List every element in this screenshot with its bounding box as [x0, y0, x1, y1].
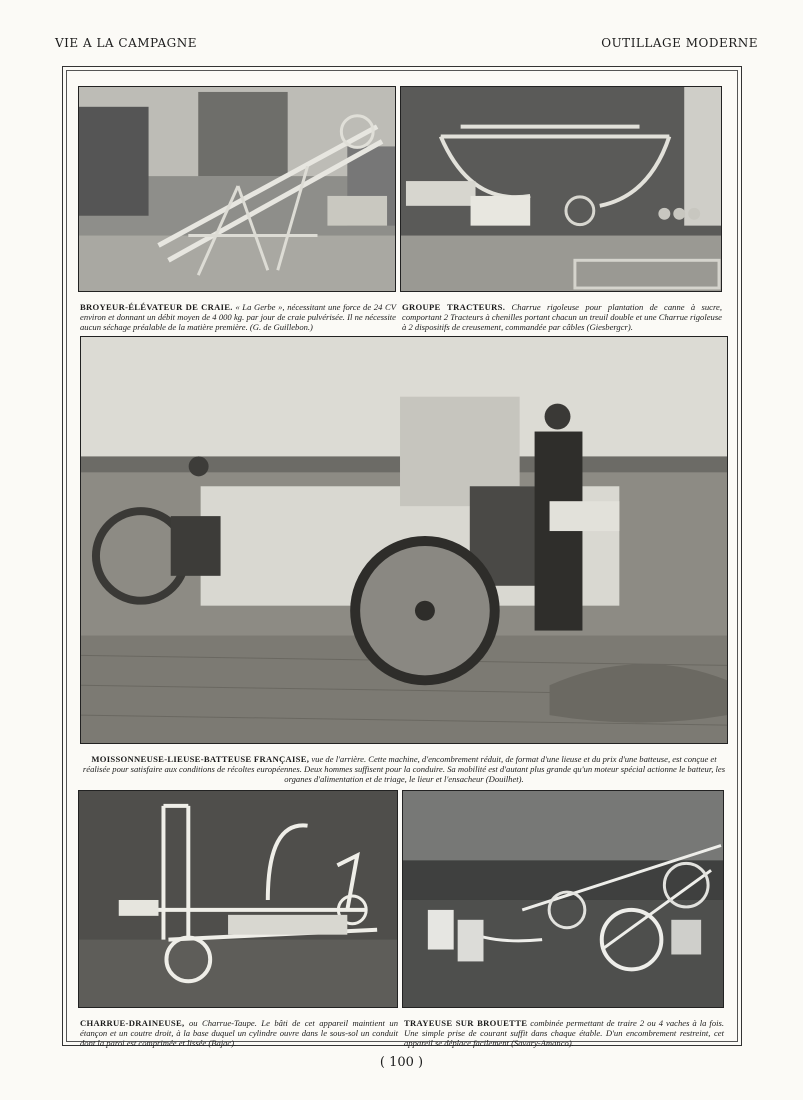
- caption-harvester: MOISSONNEUSE-LIEUSE-BATTEUSE FRANÇAISE, vue de l'arrière. Cette machine, d'encombrement réduit, de format d'une lieuse et du prix d'une batteuse, est conçue et réalisée pour satisfaire aux conditions de récoltes européennes. Deux hommes suffisent pour la conduire. Sa mobilité est d'autant plus grande qu'un moteur spécial actionne le batteur, les organes d'alimentation et de triage, le lieur et l'ensacheur (Douilhet).: [82, 754, 726, 784]
- photo-milking-barrow: [402, 790, 724, 1008]
- running-head-right: OUTILLAGE MODERNE: [601, 36, 758, 50]
- caption-drainage-plough: CHARRUE-DRAINEUSE, ou Charrue-Taupe. Le bâti de cet appareil maintient un étançon et un coutre droit, à la base duquel un cylindre ouvre dans le sous-sol un conduit dont la paroi est comprimée et lissée (Bajac).: [80, 1018, 398, 1048]
- page-number: ( 100 ): [379, 1055, 424, 1070]
- photo-tractor-group: [400, 86, 722, 292]
- photo-harvester: [80, 336, 728, 744]
- caption-milking-barrow: TRAYEUSE SUR BROUETTE combinée permettant de traire 2 ou 4 vaches à la fois. Une simple prise de courant suffit dans chaque étable. D'un encombrement restreint, cet appareil se déplace facilement (Savary-Amanco).: [404, 1018, 724, 1048]
- caption-chalk-crusher: BROYEUR-ÉLÉVATEUR DE CRAIE. « La Gerbe », nécessitant une force de 24 CV environ et donnant un débit moyen de 4 000 kg. par jour de craie pulvérisée. Il ne nécessite aucun séchage préalable de la matière première. (G. de Guillebon.): [80, 302, 397, 332]
- photo-chalk-crusher: [78, 86, 396, 292]
- caption-tractor-group: GROUPE TRACTEURS. Charrue rigoleuse pour plantation de canne à sucre, comportant 2 Tracteurs à chenilles portant chacun un treuil double et une Charrue rigoleuse à 2 dispositifs de creusement, commandée par câbles (Giesbergcr).: [402, 302, 722, 332]
- running-head-left: VIE A LA CAMPAGNE: [55, 36, 198, 50]
- photo-drainage-plough: [78, 790, 398, 1008]
